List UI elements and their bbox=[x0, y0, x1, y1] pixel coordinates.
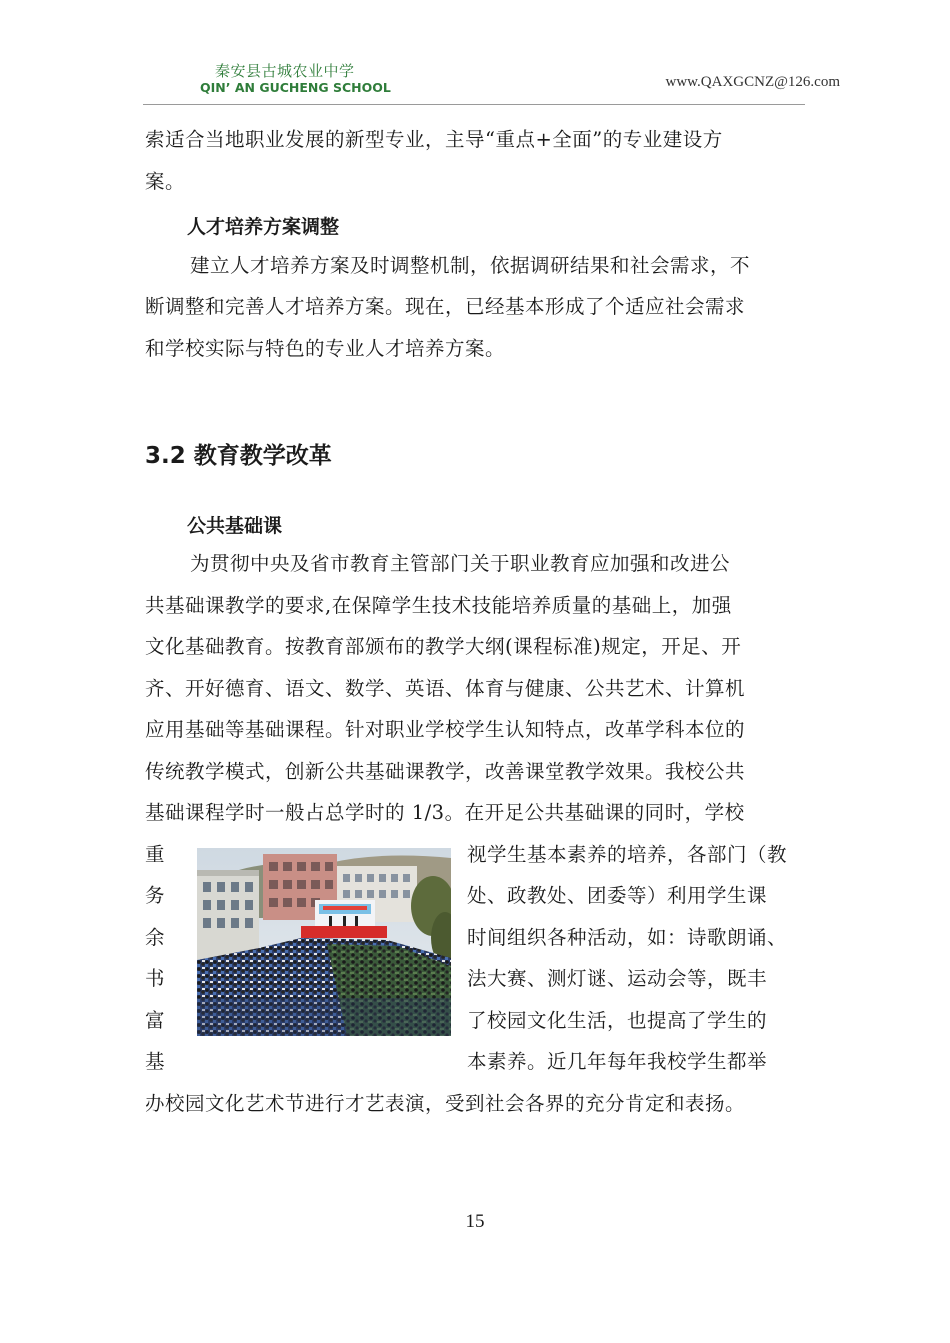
wrap-left-char: 书 bbox=[145, 967, 166, 990]
body-line: 案。 bbox=[145, 170, 186, 193]
wrap-left-char: 重 bbox=[145, 843, 166, 866]
school-email: www.QAXGCNZ@126.com bbox=[665, 74, 840, 90]
body-line: 办校园文化艺术节进行才艺表演，受到社会各界的充分肯定和表扬。 bbox=[145, 1092, 746, 1115]
wrap-left-char: 余 bbox=[145, 926, 166, 949]
wrap-right-line: 时间组织各种活动，如：诗歌朗诵、 bbox=[467, 926, 788, 949]
body-line: 齐、开好德育、语文、数学、英语、体育与健康、公共艺术、计算机 bbox=[145, 677, 746, 700]
heading-public-courses: 公共基础课 bbox=[187, 515, 283, 537]
heading-talent: 人才培养方案调整 bbox=[187, 216, 340, 238]
wrap-right-line: 了校园文化生活，也提高了学生的 bbox=[467, 1009, 768, 1032]
wrap-right-line: 法大赛、测灯谜、运动会等，既丰 bbox=[467, 967, 768, 990]
body-line: 文化基础教育。按教育部颁布的教学大纲(课程标准)规定，开足、开 bbox=[145, 635, 742, 658]
body-line: 断调整和完善人才培养方案。现在，已经基本形成了个适应社会需求 bbox=[145, 295, 746, 318]
page-header bbox=[143, 52, 840, 105]
school-name-cn: 秦安县古城农业中学 bbox=[215, 62, 355, 80]
body-line: 和学校实际与特色的专业人才培养方案。 bbox=[145, 337, 506, 360]
wrap-left-char: 务 bbox=[145, 884, 166, 907]
body-line: 建立人才培养方案及时调整机制，依据调研结果和社会需求，不 bbox=[190, 254, 751, 277]
section-title: 3.2 教育教学改革 bbox=[145, 443, 332, 469]
body-line: 为贯彻中央及省市教育主管部门关于职业教育应加强和改进公 bbox=[190, 552, 731, 575]
page-number: 15 bbox=[465, 1211, 485, 1232]
school-name-en: QIN’ AN GUCHENG SCHOOL bbox=[200, 80, 391, 95]
wrap-left-char: 富 bbox=[145, 1009, 166, 1032]
body-line: 共基础课教学的要求,在保障学生技术技能培养质量的基础上，加强 bbox=[145, 594, 732, 617]
wrap-right-line: 处、政教处、团委等）利用学生课 bbox=[467, 884, 768, 907]
campus-event-photo bbox=[197, 848, 451, 1036]
body-line: 传统教学模式，创新公共基础课教学，改善课堂教学效果。我校公共 bbox=[145, 760, 746, 783]
body-line: 索适合当地职业发展的新型专业，主导“重点+全面”的专业建设方 bbox=[145, 128, 723, 151]
body-line: 基础课程学时一般占总学时的 1/3。在开足公共基础课的同时，学校 bbox=[145, 801, 745, 824]
body-line: 应用基础等基础课程。针对职业学校学生认知特点，改革学科本位的 bbox=[145, 718, 746, 741]
wrap-left-char: 基 bbox=[145, 1050, 166, 1073]
wrap-right-line: 本素养。近几年每年我校学生都举 bbox=[467, 1050, 768, 1073]
wrap-right-line: 视学生基本素养的培养，各部门（教 bbox=[467, 843, 788, 866]
